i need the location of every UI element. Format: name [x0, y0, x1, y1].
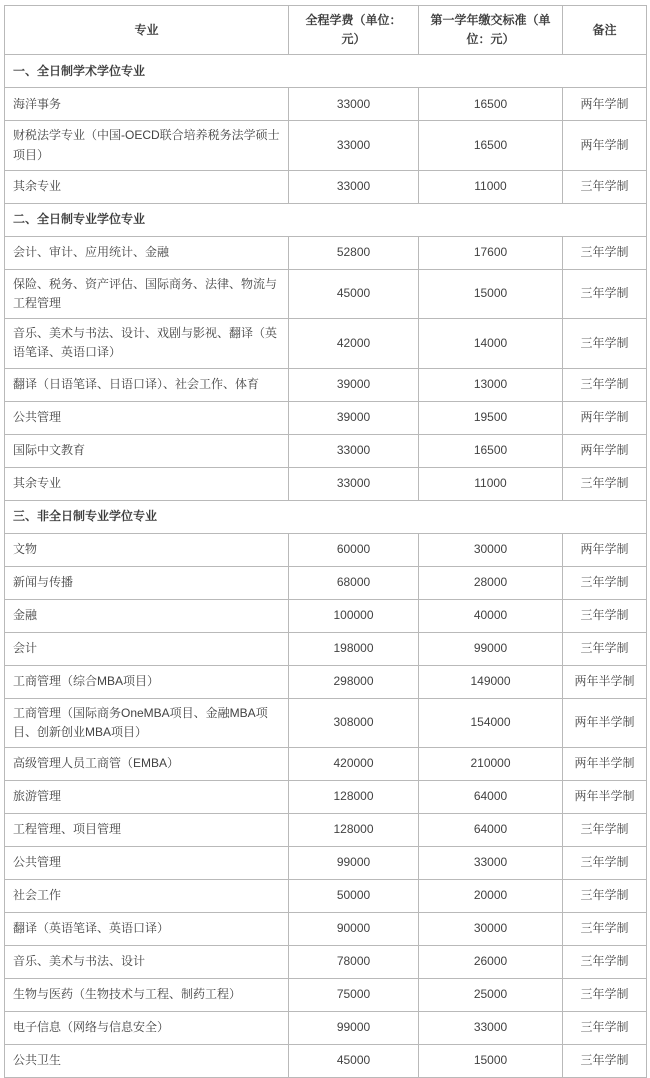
- column-header-total-tuition: 全程学费（单位：元）: [289, 6, 419, 55]
- major-cell: 公共管理: [5, 846, 289, 879]
- total-tuition-cell: 99000: [289, 1011, 419, 1044]
- table-row: [5, 912, 647, 945]
- major-cell: 旅游管理: [5, 780, 289, 813]
- total-tuition-cell: 128000: [289, 780, 419, 813]
- table-row: [5, 533, 647, 566]
- table-row: [5, 319, 647, 368]
- table-row: [5, 846, 647, 879]
- major-cell: 财税法学专业（中国-OECD联合培养税务法学硕士项目）: [5, 121, 289, 170]
- major-cell: 会计: [5, 632, 289, 665]
- total-tuition-cell: 33000: [289, 88, 419, 121]
- table-row: [5, 978, 647, 1011]
- major-cell: 文物: [5, 533, 289, 566]
- first-year-cell: 99000: [419, 632, 563, 665]
- total-tuition-cell: 33000: [289, 121, 419, 170]
- first-year-cell: 210000: [419, 747, 563, 780]
- major-cell: 工程管理、项目管理: [5, 813, 289, 846]
- note-cell: 三年学制: [563, 846, 647, 879]
- table-row: [5, 1044, 647, 1077]
- total-tuition-cell: 90000: [289, 912, 419, 945]
- table-row: [5, 566, 647, 599]
- table-row: [5, 434, 647, 467]
- major-cell: 保险、税务、资产评估、国际商务、法律、物流与工程管理: [5, 269, 289, 318]
- major-cell: 电子信息（网络与信息安全）: [5, 1011, 289, 1044]
- table-row: [5, 665, 647, 698]
- total-tuition-cell: 39000: [289, 401, 419, 434]
- table-row: [5, 813, 647, 846]
- column-header-first-year-standard: 第一学年缴交标准（单位：元）: [419, 6, 563, 55]
- first-year-cell: 16500: [419, 121, 563, 170]
- total-tuition-cell: 42000: [289, 319, 419, 368]
- column-header-note: 备注: [563, 6, 647, 55]
- total-tuition-cell: 75000: [289, 978, 419, 1011]
- first-year-cell: 13000: [419, 368, 563, 401]
- table-header-row: [5, 6, 647, 55]
- major-cell: 音乐、美术与书法、设计: [5, 945, 289, 978]
- total-tuition-cell: 99000: [289, 846, 419, 879]
- total-tuition-cell: 39000: [289, 368, 419, 401]
- first-year-cell: 40000: [419, 599, 563, 632]
- first-year-cell: 20000: [419, 879, 563, 912]
- table-row: [5, 368, 647, 401]
- first-year-cell: 16500: [419, 434, 563, 467]
- major-cell: 生物与医药（生物技术与工程、制药工程）: [5, 978, 289, 1011]
- table-row: [5, 599, 647, 632]
- total-tuition-cell: 308000: [289, 698, 419, 747]
- first-year-cell: 11000: [419, 170, 563, 203]
- total-tuition-cell: 78000: [289, 945, 419, 978]
- major-cell: 工商管理（综合MBA项目）: [5, 665, 289, 698]
- first-year-cell: 17600: [419, 236, 563, 269]
- first-year-cell: 33000: [419, 846, 563, 879]
- table-row: [5, 1011, 647, 1044]
- table-row: [5, 945, 647, 978]
- section-header-row: [5, 203, 647, 236]
- first-year-cell: 64000: [419, 780, 563, 813]
- major-cell: 社会工作: [5, 879, 289, 912]
- total-tuition-cell: 68000: [289, 566, 419, 599]
- note-cell: 两年学制: [563, 434, 647, 467]
- first-year-cell: 149000: [419, 665, 563, 698]
- major-cell: 金融: [5, 599, 289, 632]
- major-cell: 音乐、美术与书法、设计、戏剧与影视、翻译（英语笔译、英语口译）: [5, 319, 289, 368]
- total-tuition-cell: 298000: [289, 665, 419, 698]
- note-cell: 三年学制: [563, 945, 647, 978]
- total-tuition-cell: 33000: [289, 467, 419, 500]
- total-tuition-cell: 128000: [289, 813, 419, 846]
- total-tuition-cell: 420000: [289, 747, 419, 780]
- note-cell: 三年学制: [563, 467, 647, 500]
- note-cell: 三年学制: [563, 1011, 647, 1044]
- section-title: 一、全日制学术学位专业: [5, 55, 647, 88]
- note-cell: 两年学制: [563, 88, 647, 121]
- section-title: 二、全日制专业学位专业: [5, 203, 647, 236]
- total-tuition-cell: 52800: [289, 236, 419, 269]
- major-cell: 翻译（日语笔译、日语口译）、社会工作、体育: [5, 368, 289, 401]
- note-cell: 三年学制: [563, 632, 647, 665]
- major-cell: 海洋事务: [5, 88, 289, 121]
- major-cell: 国际中文教育: [5, 434, 289, 467]
- note-cell: 三年学制: [563, 879, 647, 912]
- section-header-row: [5, 500, 647, 533]
- table-row: [5, 88, 647, 121]
- note-cell: 三年学制: [563, 978, 647, 1011]
- table-row: [5, 632, 647, 665]
- first-year-cell: 15000: [419, 1044, 563, 1077]
- major-cell: 公共管理: [5, 401, 289, 434]
- note-cell: 两年学制: [563, 533, 647, 566]
- first-year-cell: 26000: [419, 945, 563, 978]
- first-year-cell: 16500: [419, 88, 563, 121]
- fee-table-body: [5, 55, 647, 1078]
- major-cell: 高级管理人员工商管（EMBA）: [5, 747, 289, 780]
- tuition-fee-table: [4, 5, 647, 1078]
- note-cell: 三年学制: [563, 912, 647, 945]
- table-row: [5, 780, 647, 813]
- first-year-cell: 33000: [419, 1011, 563, 1044]
- note-cell: 三年学制: [563, 1044, 647, 1077]
- total-tuition-cell: 45000: [289, 1044, 419, 1077]
- major-cell: 公共卫生: [5, 1044, 289, 1077]
- major-cell: 其余专业: [5, 467, 289, 500]
- table-row: [5, 879, 647, 912]
- first-year-cell: 64000: [419, 813, 563, 846]
- first-year-cell: 30000: [419, 912, 563, 945]
- note-cell: 两年半学制: [563, 747, 647, 780]
- first-year-cell: 28000: [419, 566, 563, 599]
- table-row: [5, 747, 647, 780]
- first-year-cell: 14000: [419, 319, 563, 368]
- first-year-cell: 19500: [419, 401, 563, 434]
- note-cell: 三年学制: [563, 269, 647, 318]
- total-tuition-cell: 33000: [289, 434, 419, 467]
- first-year-cell: 15000: [419, 269, 563, 318]
- column-header-major: 专业: [5, 6, 289, 55]
- table-row: [5, 236, 647, 269]
- first-year-cell: 11000: [419, 467, 563, 500]
- major-cell: 工商管理（国际商务OneMBA项目、金融MBA项目、创新创业MBA项目）: [5, 698, 289, 747]
- note-cell: 两年半学制: [563, 780, 647, 813]
- note-cell: 两年学制: [563, 121, 647, 170]
- note-cell: 三年学制: [563, 368, 647, 401]
- total-tuition-cell: 100000: [289, 599, 419, 632]
- note-cell: 三年学制: [563, 170, 647, 203]
- major-cell: 其余专业: [5, 170, 289, 203]
- first-year-cell: 154000: [419, 698, 563, 747]
- major-cell: 翻译（英语笔译、英语口译）: [5, 912, 289, 945]
- first-year-cell: 25000: [419, 978, 563, 1011]
- note-cell: 两年半学制: [563, 698, 647, 747]
- section-title: 三、非全日制专业学位专业: [5, 500, 647, 533]
- total-tuition-cell: 198000: [289, 632, 419, 665]
- table-row: [5, 269, 647, 318]
- table-row: [5, 698, 647, 747]
- major-cell: 新闻与传播: [5, 566, 289, 599]
- total-tuition-cell: 45000: [289, 269, 419, 318]
- total-tuition-cell: 60000: [289, 533, 419, 566]
- note-cell: 三年学制: [563, 566, 647, 599]
- note-cell: 三年学制: [563, 236, 647, 269]
- section-header-row: [5, 55, 647, 88]
- total-tuition-cell: 50000: [289, 879, 419, 912]
- table-row: [5, 170, 647, 203]
- table-row: [5, 121, 647, 170]
- note-cell: 三年学制: [563, 319, 647, 368]
- total-tuition-cell: 33000: [289, 170, 419, 203]
- table-row: [5, 467, 647, 500]
- note-cell: 三年学制: [563, 813, 647, 846]
- note-cell: 两年半学制: [563, 665, 647, 698]
- note-cell: 三年学制: [563, 599, 647, 632]
- first-year-cell: 30000: [419, 533, 563, 566]
- table-row: [5, 401, 647, 434]
- note-cell: 两年学制: [563, 401, 647, 434]
- major-cell: 会计、审计、应用统计、金融: [5, 236, 289, 269]
